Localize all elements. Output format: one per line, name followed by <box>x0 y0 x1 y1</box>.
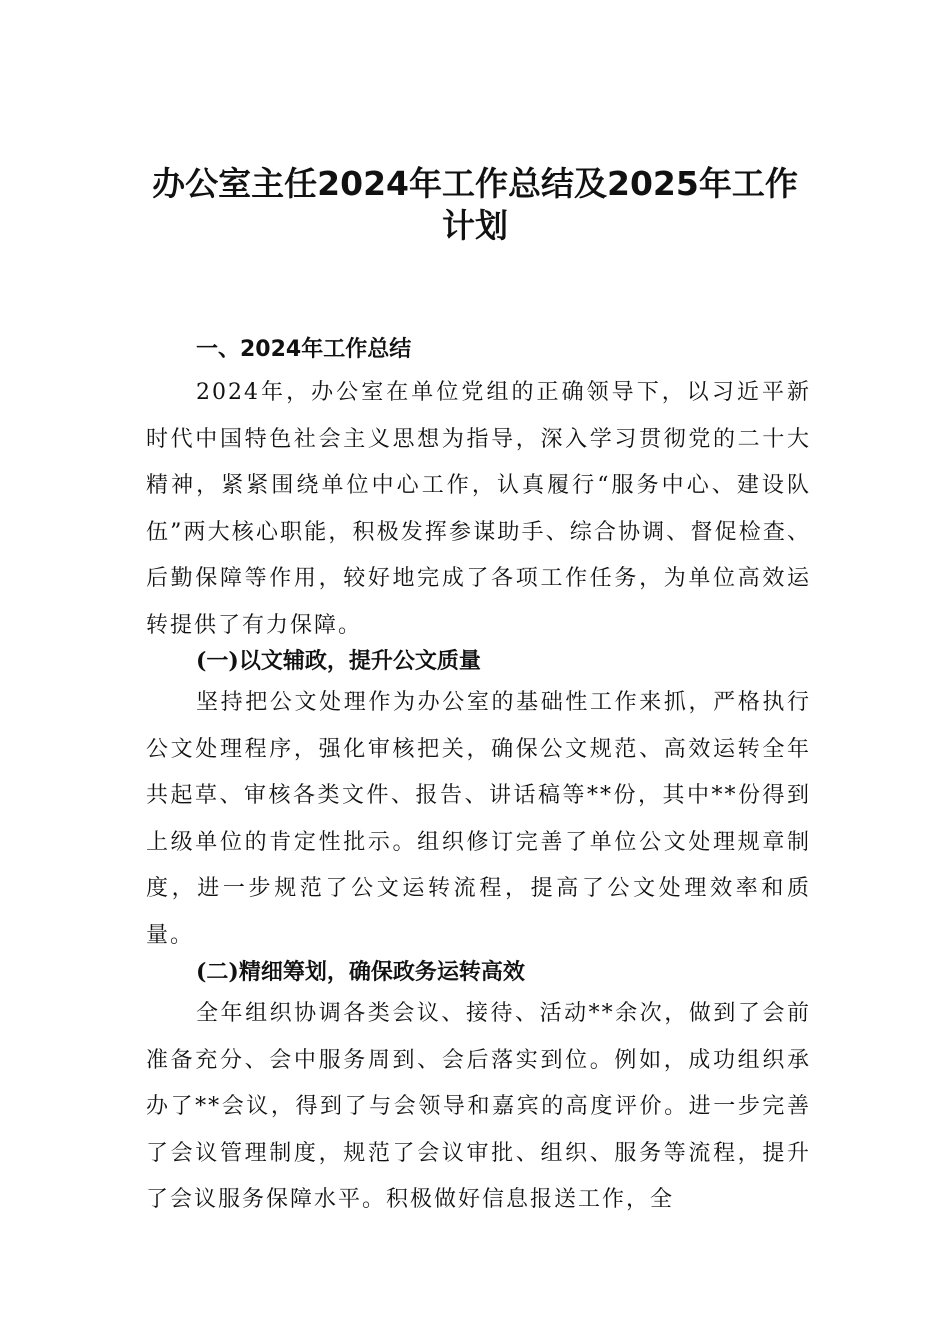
subsection-2-paragraph: 全年组织协调各类会议、接待、活动**余次，做到了会前准备充分、会中服务周到、会后落实到位。例如，成功组织承办了**会议，得到了与会领导和嘉宾的高度评价。进一步完善了会议管理制度，规范了会议审批、组织、服务等流程，提升了会议服务保障水平。积极做好信息报送工作，全 <box>146 1001 811 1213</box>
intro-paragraph: 2024年，办公室在单位党组的正确领导下，以习近平新时代中国特色社会主义思想为指导，深入学习贯彻党的二十大精神，紧紧围绕单位中心工作，认真履行“服务中心、建设队伍”两大核心职能，积极发挥参谋助手、综合协调、督促检查、后勤保障等作用，较好地完成了各项工作任务，为单位高效运转提供了有力保障。 <box>146 380 811 638</box>
document-title-line-2: 计划 <box>442 206 508 245</box>
subsection-heading-2: (二)精细筹划，确保政务运转高效 <box>196 959 525 985</box>
section-heading-2024-summary: 一、2024年工作总结 <box>196 337 412 362</box>
document-title-line-1: 办公室主任2024年工作总结及2025年工作 <box>152 164 798 203</box>
subsection-heading-1: (一)以文辅政，提升公文质量 <box>196 648 481 674</box>
subsection-1-paragraph: 坚持把公文处理作为办公室的基础性工作来抓，严格执行公文处理程序，强化审核把关，确保公文规范、高效运转全年共起草、审核各类文件、报告、讲话稿等**份，其中**份得到上级单位的肯定性批示。组织修订完善了单位公文处理规章制度，进一步规范了公文运转流程，提高了公文处理效率和质量。 <box>146 690 811 948</box>
